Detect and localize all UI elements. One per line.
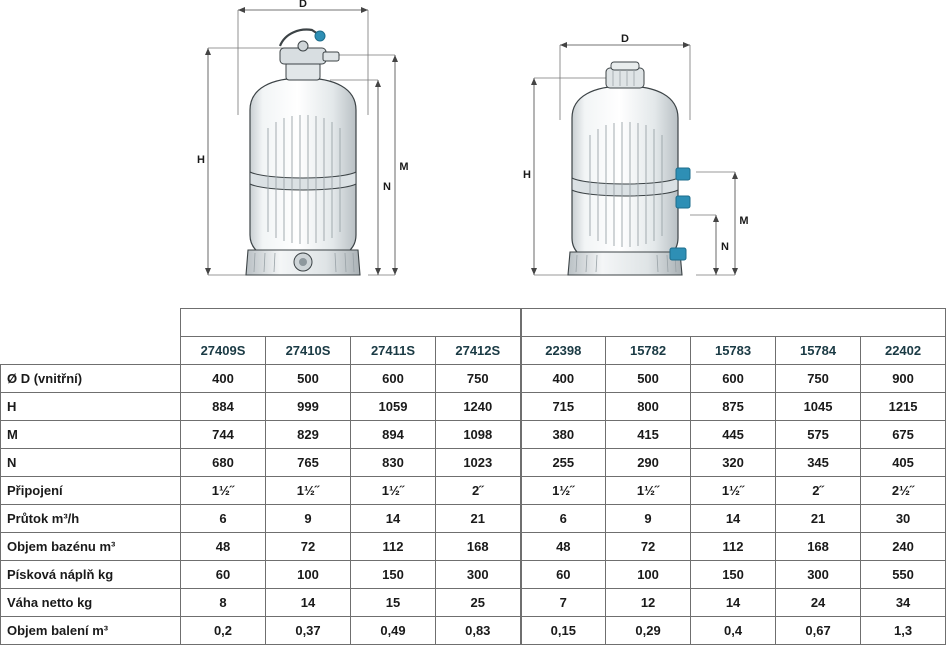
cell: 112 — [351, 533, 436, 561]
cell: 255 — [521, 449, 606, 477]
cell: 380 — [521, 421, 606, 449]
cell: 48 — [521, 533, 606, 561]
code-header-3: 27412S — [436, 337, 521, 365]
cell: 72 — [606, 533, 691, 561]
cell: 0,83 — [436, 617, 521, 645]
specification-table — [0, 308, 946, 645]
table-row — [1, 365, 946, 393]
cell: 60 — [521, 561, 606, 589]
cell: 34 — [861, 589, 946, 617]
cell: 168 — [776, 533, 861, 561]
cell: 829 — [266, 421, 351, 449]
cell: 884 — [181, 393, 266, 421]
table-row — [1, 393, 946, 421]
cell: 30 — [861, 505, 946, 533]
cell: 575 — [776, 421, 861, 449]
dimension-label-m: M — [739, 215, 749, 227]
cell: 290 — [606, 449, 691, 477]
table-row — [1, 421, 946, 449]
cell: 600 — [691, 365, 776, 393]
cell: 14 — [691, 589, 776, 617]
cell: 15 — [351, 589, 436, 617]
cell: 24 — [776, 589, 861, 617]
cell: 400 — [181, 365, 266, 393]
cell: 1½˝ — [521, 477, 606, 505]
code-header-5: 15782 — [606, 337, 691, 365]
cell: 0,2 — [181, 617, 266, 645]
cell: 8 — [181, 589, 266, 617]
cell: 100 — [266, 561, 351, 589]
cell: 0,67 — [776, 617, 861, 645]
cell: 744 — [181, 421, 266, 449]
cell: 1½˝ — [351, 477, 436, 505]
top-mount-filter-drawing — [180, 0, 480, 300]
cell: 1023 — [436, 449, 521, 477]
cell: 48 — [181, 533, 266, 561]
cell: 12 — [606, 589, 691, 617]
code-header-7: 15784 — [776, 337, 861, 365]
row-label-connection: Připojení — [1, 477, 181, 505]
cell: 550 — [861, 561, 946, 589]
group-header-spacer — [1, 309, 181, 337]
cell: 25 — [436, 589, 521, 617]
row-label-net-weight: Váha netto kg — [1, 589, 181, 617]
row-label-pool-volume: Objem bazénu m³ — [1, 533, 181, 561]
cell: 6 — [181, 505, 266, 533]
technical-drawings — [0, 0, 947, 300]
group-header-top: Filtr TOP — [181, 309, 521, 337]
cell: 1,3 — [861, 617, 946, 645]
dimension-label-h: H — [197, 154, 205, 166]
cell: 14 — [266, 589, 351, 617]
cell: 750 — [776, 365, 861, 393]
cell: 900 — [861, 365, 946, 393]
cell: 800 — [606, 393, 691, 421]
cell: 715 — [521, 393, 606, 421]
code-header-0: 27409S — [181, 337, 266, 365]
cell: 0,29 — [606, 617, 691, 645]
cell: 0,49 — [351, 617, 436, 645]
cell: 1240 — [436, 393, 521, 421]
cell: 999 — [266, 393, 351, 421]
row-label-package-volume: Objem balení m³ — [1, 617, 181, 645]
cell: 0,4 — [691, 617, 776, 645]
cell: 675 — [861, 421, 946, 449]
table-row — [1, 589, 946, 617]
cell: 875 — [691, 393, 776, 421]
cell: 750 — [436, 365, 521, 393]
specification-table-container — [0, 308, 947, 645]
table-row — [1, 617, 946, 645]
dimension-label-h: H — [523, 169, 531, 181]
cell: 1059 — [351, 393, 436, 421]
table-row — [1, 477, 946, 505]
cell: 765 — [266, 449, 351, 477]
cell: 72 — [266, 533, 351, 561]
cell: 415 — [606, 421, 691, 449]
cell: 680 — [181, 449, 266, 477]
cell: 6 — [521, 505, 606, 533]
code-header-6: 15783 — [691, 337, 776, 365]
row-label-m: M — [1, 421, 181, 449]
table-group-header-row — [1, 309, 946, 337]
cell: 1½˝ — [691, 477, 776, 505]
row-label-h: H — [1, 393, 181, 421]
cell: 300 — [776, 561, 861, 589]
side-valve-filter-drawing — [510, 0, 810, 300]
cell: 168 — [436, 533, 521, 561]
cell: 320 — [691, 449, 776, 477]
table-row — [1, 561, 946, 589]
cell: 1½˝ — [266, 477, 351, 505]
cell: 21 — [436, 505, 521, 533]
table-row — [1, 505, 946, 533]
cell: 14 — [351, 505, 436, 533]
cell: 500 — [606, 365, 691, 393]
code-header-1: 27410S — [266, 337, 351, 365]
cell: 345 — [776, 449, 861, 477]
dimension-label-d: D — [621, 33, 629, 45]
cell: 240 — [861, 533, 946, 561]
cell: 1½˝ — [606, 477, 691, 505]
code-header-spacer — [1, 337, 181, 365]
cell: 830 — [351, 449, 436, 477]
dimension-label-n: N — [721, 241, 729, 253]
cell: 1½˝ — [181, 477, 266, 505]
cell: 0,37 — [266, 617, 351, 645]
code-header-2: 27411S — [351, 337, 436, 365]
table-row — [1, 533, 946, 561]
cell: 894 — [351, 421, 436, 449]
cell: 60 — [181, 561, 266, 589]
group-header-side-valve: Filtr s bočním ventilem — [521, 309, 946, 337]
row-label-flow: Průtok m³/h — [1, 505, 181, 533]
code-header-8: 22402 — [861, 337, 946, 365]
cell: 445 — [691, 421, 776, 449]
cell: 400 — [521, 365, 606, 393]
dimension-label-n: N — [383, 181, 391, 193]
table-row — [1, 449, 946, 477]
cell: 9 — [266, 505, 351, 533]
cell: 150 — [691, 561, 776, 589]
cell: 150 — [351, 561, 436, 589]
cell: 300 — [436, 561, 521, 589]
cell: 1045 — [776, 393, 861, 421]
cell: 500 — [266, 365, 351, 393]
row-label-n: N — [1, 449, 181, 477]
code-header-4: 22398 — [521, 337, 606, 365]
cell: 21 — [776, 505, 861, 533]
cell: 405 — [861, 449, 946, 477]
cell: 1215 — [861, 393, 946, 421]
cell: 112 — [691, 533, 776, 561]
cell: 7 — [521, 589, 606, 617]
table-code-header-row — [1, 337, 946, 365]
row-label-sand-fill: Písková náplň kg — [1, 561, 181, 589]
cell: 14 — [691, 505, 776, 533]
cell: 600 — [351, 365, 436, 393]
cell: 1098 — [436, 421, 521, 449]
row-label-diameter: Ø D (vnitřní) — [1, 365, 181, 393]
dimension-label-m: M — [399, 161, 409, 173]
dimension-label-d: D — [299, 0, 307, 10]
cell: 2˝ — [776, 477, 861, 505]
cell: 2½˝ — [861, 477, 946, 505]
cell: 0,15 — [521, 617, 606, 645]
cell: 100 — [606, 561, 691, 589]
cell: 9 — [606, 505, 691, 533]
cell: 2˝ — [436, 477, 521, 505]
